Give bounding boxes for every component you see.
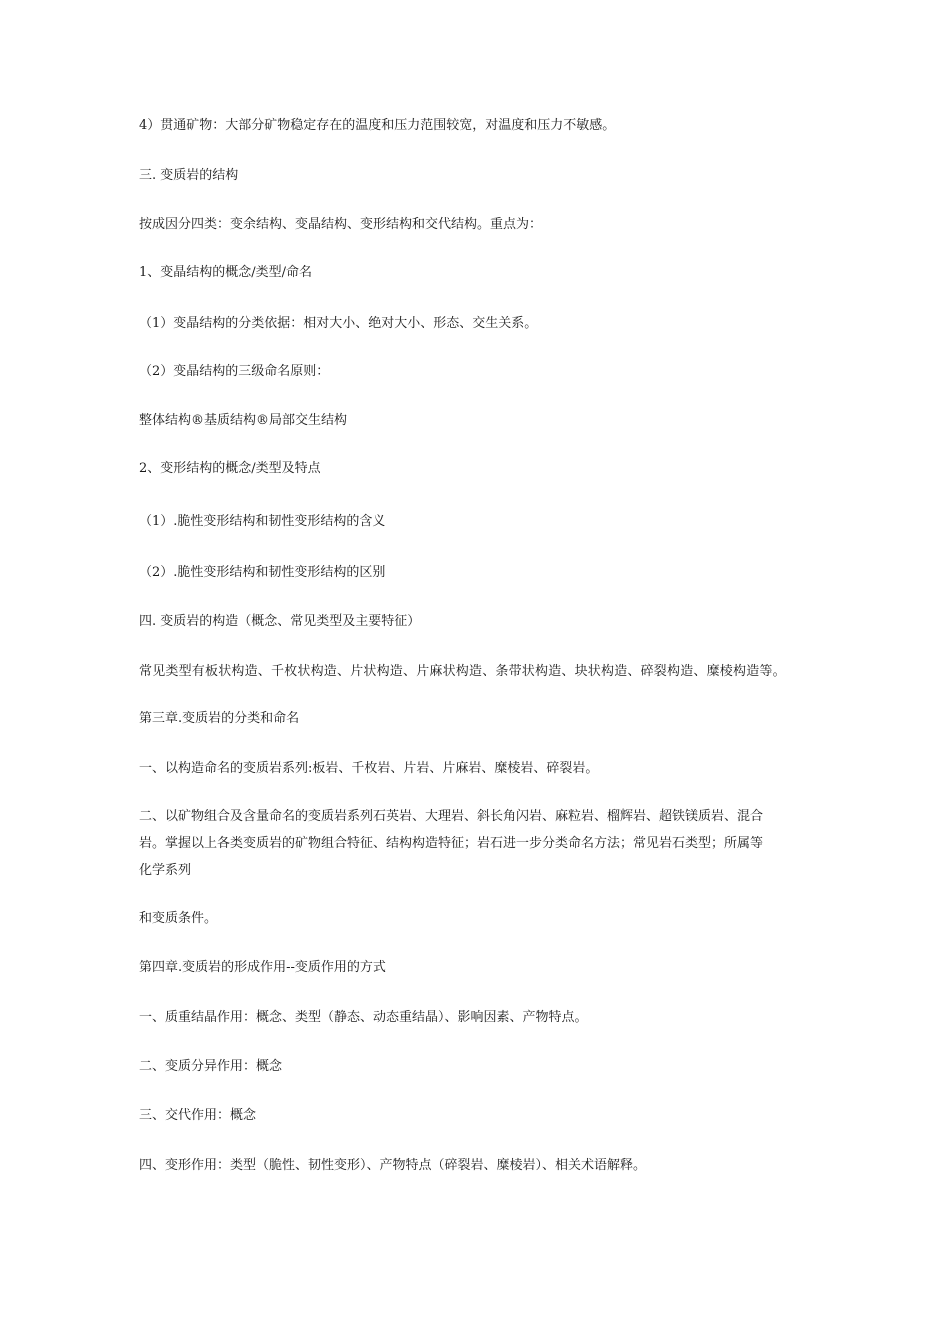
paragraph-line: 二、以矿物组合及含量命名的变质岩系列石英岩、大理岩、斜长角闪岩、麻粒岩、榴辉岩、超铁镁质岩、混合 (139, 809, 764, 824)
text-line: 一、以构造命名的变质岩系列:板岩、千枚岩、片岩、片麻岩、糜棱岩、碎裂岩。 (139, 761, 599, 776)
chapter-heading: 第四章.变质岩的形成作用--变质作用的方式 (139, 960, 386, 975)
text-line: 二、变质分异作用：概念 (139, 1059, 283, 1074)
text-line: 整体结构®基质结构®局部交生结构 (139, 413, 348, 428)
section-heading: 三. 变质岩的结构 (139, 168, 239, 183)
text-line: （1）变晶结构的分类依据：相对大小、绝对大小、形态、交生关系。 (139, 316, 538, 331)
text-line: 常见类型有板状构造、千枚状构造、片状构造、片麻状构造、条带状构造、块状构造、碎裂构造、糜棱构造等。 (139, 664, 786, 679)
paragraph-line: 化学系列 (139, 863, 192, 878)
text-line: 三、交代作用：概念 (139, 1108, 257, 1123)
text-paragraph (139, 803, 819, 884)
text-line: 一、质重结晶作用：概念、类型（静态、动态重结晶）、影响因素、产物特点。 (139, 1010, 588, 1025)
text-line: 和变质条件。 (139, 911, 218, 926)
text-line: 2、变形结构的概念/类型及特点 (139, 461, 321, 476)
text-line: 4）贯通矿物：大部分矿物稳定存在的温度和压力范围较宽，对温度和压力不敏感。 (139, 118, 616, 133)
text-line: （2）变晶结构的三级命名原则： (139, 364, 330, 379)
paragraph-line: 岩。掌握以上各类变质岩的矿物组合特征、结构构造特征；岩石进一步分类命名方法；常见岩石类型；所属等 (139, 836, 764, 851)
text-line: 四、变形作用：类型（脆性、韧性变形）、产物特点（碎裂岩、糜棱岩）、相关术语解释。 (139, 1158, 647, 1173)
section-heading: 四. 变质岩的构造（概念、常见类型及主要特征） (139, 614, 421, 629)
text-line: （1）.脆性变形结构和韧性变形结构的含义 (139, 514, 386, 529)
text-line: 1、变晶结构的概念/类型/命名 (139, 265, 313, 280)
text-line: （2）.脆性变形结构和韧性变形结构的区别 (139, 565, 386, 580)
chapter-heading: 第三章.变质岩的分类和命名 (139, 711, 300, 726)
text-line: 按成因分四类：变余结构、变晶结构、变形结构和交代结构。重点为： (139, 217, 543, 232)
